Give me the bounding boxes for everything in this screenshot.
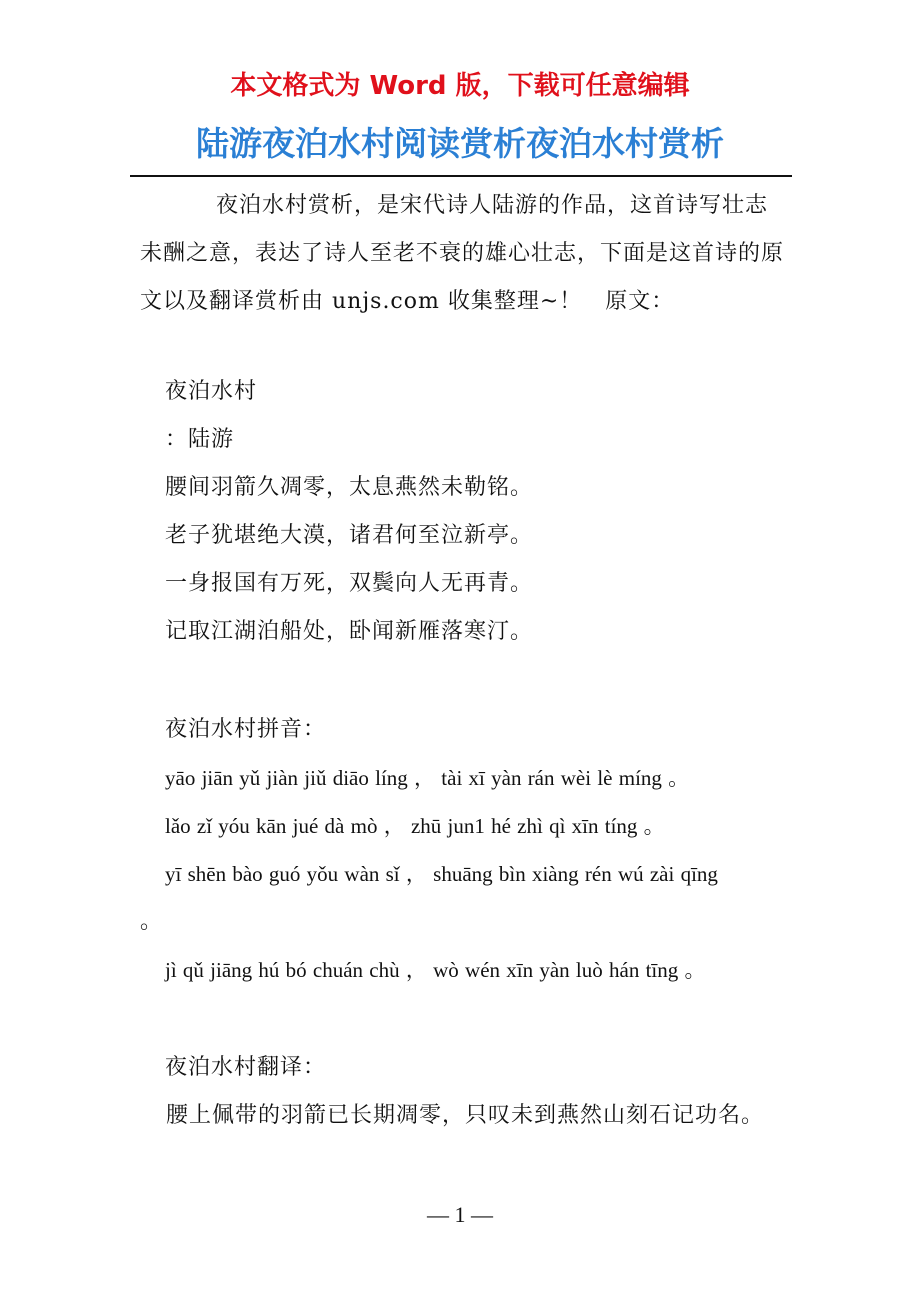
poem-section [165,368,533,656]
poem-line: 记取江湖泊船处，卧闻新雁落寒汀。 [165,619,534,644]
poem-author: ：陆游 [165,427,235,452]
translation-section [165,1044,326,1092]
pinyin-line: lǎo zǐ yóu kān jué dà mò ， zhū jun1 hé zhì qì xīn tíng 。 [165,814,665,838]
poem-line: 腰间羽箭久凋零，太息燕然未勒铭。 [165,475,534,500]
pinyin-overflow-mark: 。 [140,909,163,934]
pinyin-section-cont [165,946,706,994]
poem-title: 夜泊水村 [165,379,258,404]
translation-paragraph: 腰上佩带的羽箭已长期凋零，只叹未到燕然山刻石记功名。 [166,1103,765,1128]
page-title: 陆游夜泊水村阅读赏析夜泊水村赏析 [196,124,724,163]
poem-line: 一身报国有万死，双鬓向人无再青。 [165,571,534,596]
poem-line: 老子犹堪绝大漠，诸君何至泣新亭。 [165,523,534,548]
pinyin-line: yī shēn bào guó yǒu wàn sǐ ， shuāng bìn xiàng rén wú zài qīng [165,862,718,886]
title-divider [130,175,792,177]
pinyin-line: jì qǔ jiāng hú bó chuán chù ， wò wén xīn yàn luò hán tīng 。 [165,958,706,982]
download-banner: 本文格式为 Word 版，下载可任意编辑 [230,71,690,101]
translation-heading: 夜泊水村翻译： [165,1055,327,1080]
pinyin-section [165,706,718,898]
pinyin-heading: 夜泊水村拼音： [165,717,327,742]
page-number: — 1 — [427,1202,493,1227]
pinyin-line: yāo jiān yǔ jiàn jiǔ diāo líng ， tài xī yàn rán wèi lè míng 。 [165,766,690,790]
intro-paragraph: 夜泊水村赏析，是宋代诗人陆游的作品，这首诗写壮志未酬之意，表达了诗人至老不衰的雄心壮志，下面是这首诗的原文以及翻译赏析由 unjs.com 收集整理~！ 原文： [140,193,785,314]
